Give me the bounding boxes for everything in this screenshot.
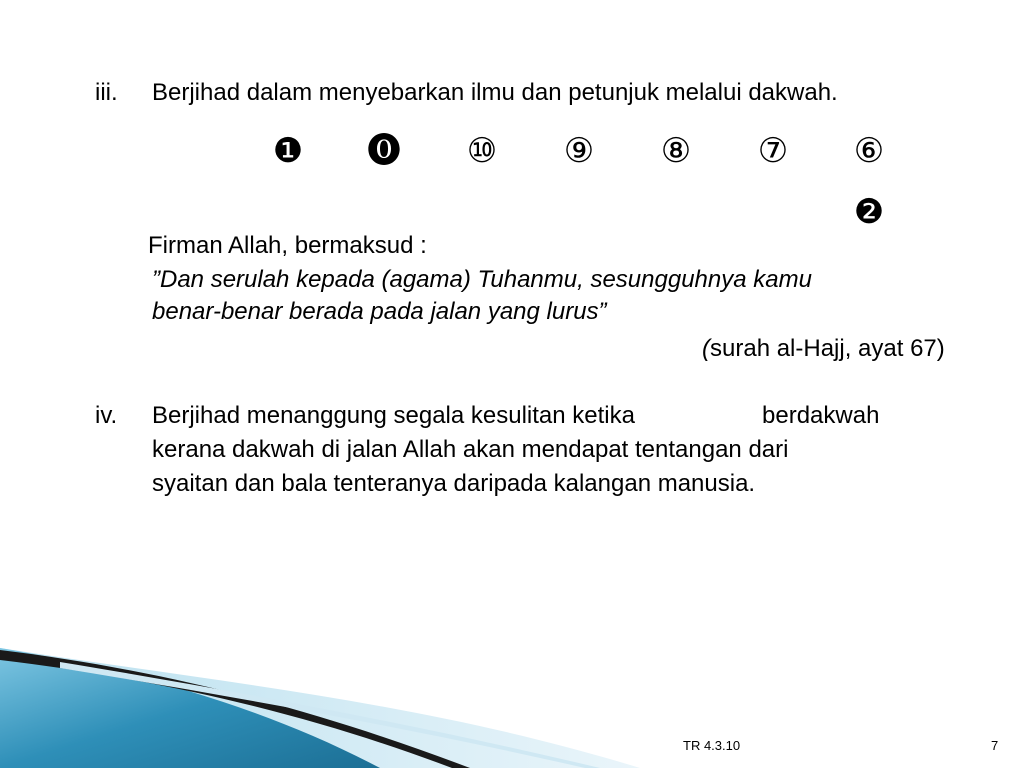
item-iii-text: Berjihad dalam menyebarkan ilmu dan petunjuk melalui dakwah. <box>152 79 838 106</box>
page-number: 7 <box>991 738 999 753</box>
quote-line-1: ”Dan serulah kepada (agama) Tuhanmu, sesungguhnya kamu <box>152 266 812 293</box>
quote-source <box>702 333 945 365</box>
glyph-6: ⑦ <box>757 131 789 171</box>
quote-source-paren: ( <box>702 335 710 362</box>
item-iv-line-3: syaitan dan bala tenteranya daripada kalangan manusia. <box>152 470 756 497</box>
quote-line-2: benar-benar berada pada jalan yang lurus” <box>152 298 607 325</box>
item-iv-line-1a: Berjihad menanggung segala kesulitan ketika <box>152 402 635 429</box>
item-iii-marker: iii. <box>95 79 118 106</box>
item-iv-line-1b: berdakwah <box>762 402 880 429</box>
glyph-4: ⑨ <box>563 131 595 171</box>
footer-code: TR 4.3.10 <box>683 738 741 753</box>
item-iv-marker: iv. <box>95 402 118 429</box>
glyph-8: ❷ <box>853 192 885 232</box>
glyph-7: ⑥ <box>853 131 885 171</box>
quote-intro: Firman Allah, bermaksud : <box>148 232 427 259</box>
glyph-3: ⑩ <box>466 131 498 171</box>
quote-source-text: surah al-Hajj, ayat 67) <box>710 335 945 362</box>
glyph-5: ⑧ <box>660 131 692 171</box>
glyph-2: ⓿ <box>367 131 401 171</box>
glyph-1: ❶ <box>272 131 304 171</box>
item-iv-line-2: kerana dakwah di jalan Allah akan mendapat tentangan dari <box>152 436 789 463</box>
